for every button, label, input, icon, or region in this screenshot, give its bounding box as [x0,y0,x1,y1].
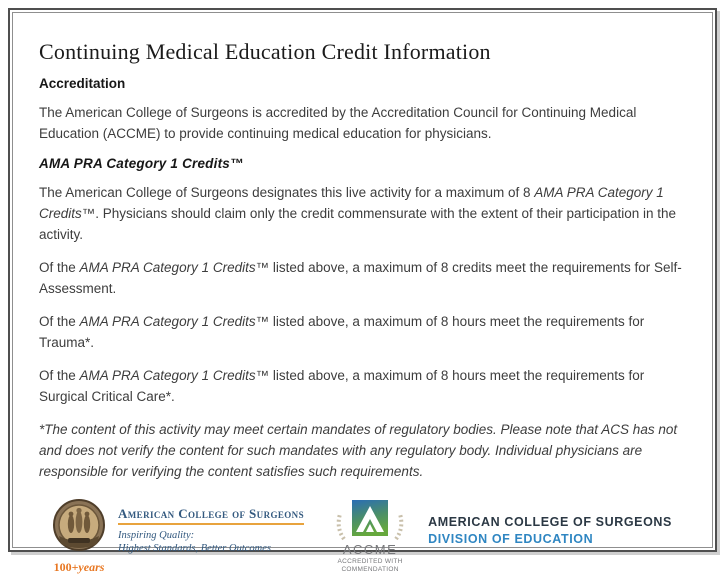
accme-accreditation-line2: COMMENDATION [341,566,399,573]
accme-division-block [328,498,672,574]
acs-logo-name: American College of Surgeons [118,506,304,525]
designation-paragraph [39,182,686,245]
acs-tagline-line2: Highest Standards, Better Outcomes [118,543,272,554]
acs-logo [49,498,304,575]
accme-logo [328,498,412,574]
accme-acronym: ACCME [342,542,398,557]
trauma-text-pre: Of the [39,314,80,329]
accme-accreditation-text [328,558,412,574]
designation-credits-term: AMA PRA Category 1 Credits™ [39,185,664,221]
division-of-education-text [428,498,672,546]
surgical-critical-care-credits-term: AMA PRA Category 1 Credits™ [79,368,270,383]
trauma-paragraph [39,311,686,353]
self-assessment-text-pre: Of the [39,260,80,275]
self-assessment-paragraph [39,257,686,299]
page-title: Continuing Medical Education Credit Information [39,39,491,64]
years-word: years [78,560,105,574]
years-number: 100+ [53,560,79,574]
acs-seal-column [49,498,109,575]
acs-logo-text [118,498,304,555]
surgical-critical-care-text-pre: Of the [39,368,80,383]
ama-credits-heading: AMA PRA Category 1 Credits™ [39,156,244,171]
surgical-critical-care-text-post: listed above, a maximum of 8 hours meet the requirements for Surgical Critical Care*. [39,368,645,404]
acs-logo-tagline [118,529,304,555]
accreditation-paragraph: The American College of Surgeons is accredited by the Accreditation Council for Continuing Medical Education (ACCME) to provide continuing medical education for physicians. [39,105,637,141]
division-college-name: AMERICAN COLLEGE OF SURGEONS [428,515,672,529]
self-assessment-text-post: listed above, a maximum of 8 credits meet the requirements for Self-Assessment. [39,260,682,296]
acs-100-years-badge [54,560,105,575]
designation-text-pre: The American College of Surgeons designates this live activity for a maximum of 8 [39,185,535,200]
document-page [12,12,713,574]
acs-seal-icon [51,498,107,559]
self-assessment-credits-term: AMA PRA Category 1 Credits™ [79,260,270,275]
accme-accreditation-line1: ACCREDITED WITH [337,558,403,565]
page-border-frame [8,8,717,574]
acs-tagline-line1: Inspiring Quality: [118,530,195,541]
regulatory-disclaimer-paragraph: *The content of this activity may meet certain mandates of regulatory bodies. Please note that ACS has not and does not verify the content for such mandates with any regulatory body. Individual physicians are responsible for verifying the content satisfies such requirements. [39,422,678,479]
trauma-credits-term: AMA PRA Category 1 Credits™ [79,314,270,329]
division-education-label: DIVISION OF EDUCATION [428,532,594,546]
designation-text-post: . Physicians should claim only the credit commensurate with the extent of their participation in the activity. [39,206,677,242]
logo-footer [39,498,686,575]
trauma-text-post: listed above, a maximum of 8 hours meet the requirements for Trauma*. [39,314,645,350]
surgical-critical-care-paragraph [39,365,686,407]
accreditation-heading: Accreditation [39,76,126,91]
